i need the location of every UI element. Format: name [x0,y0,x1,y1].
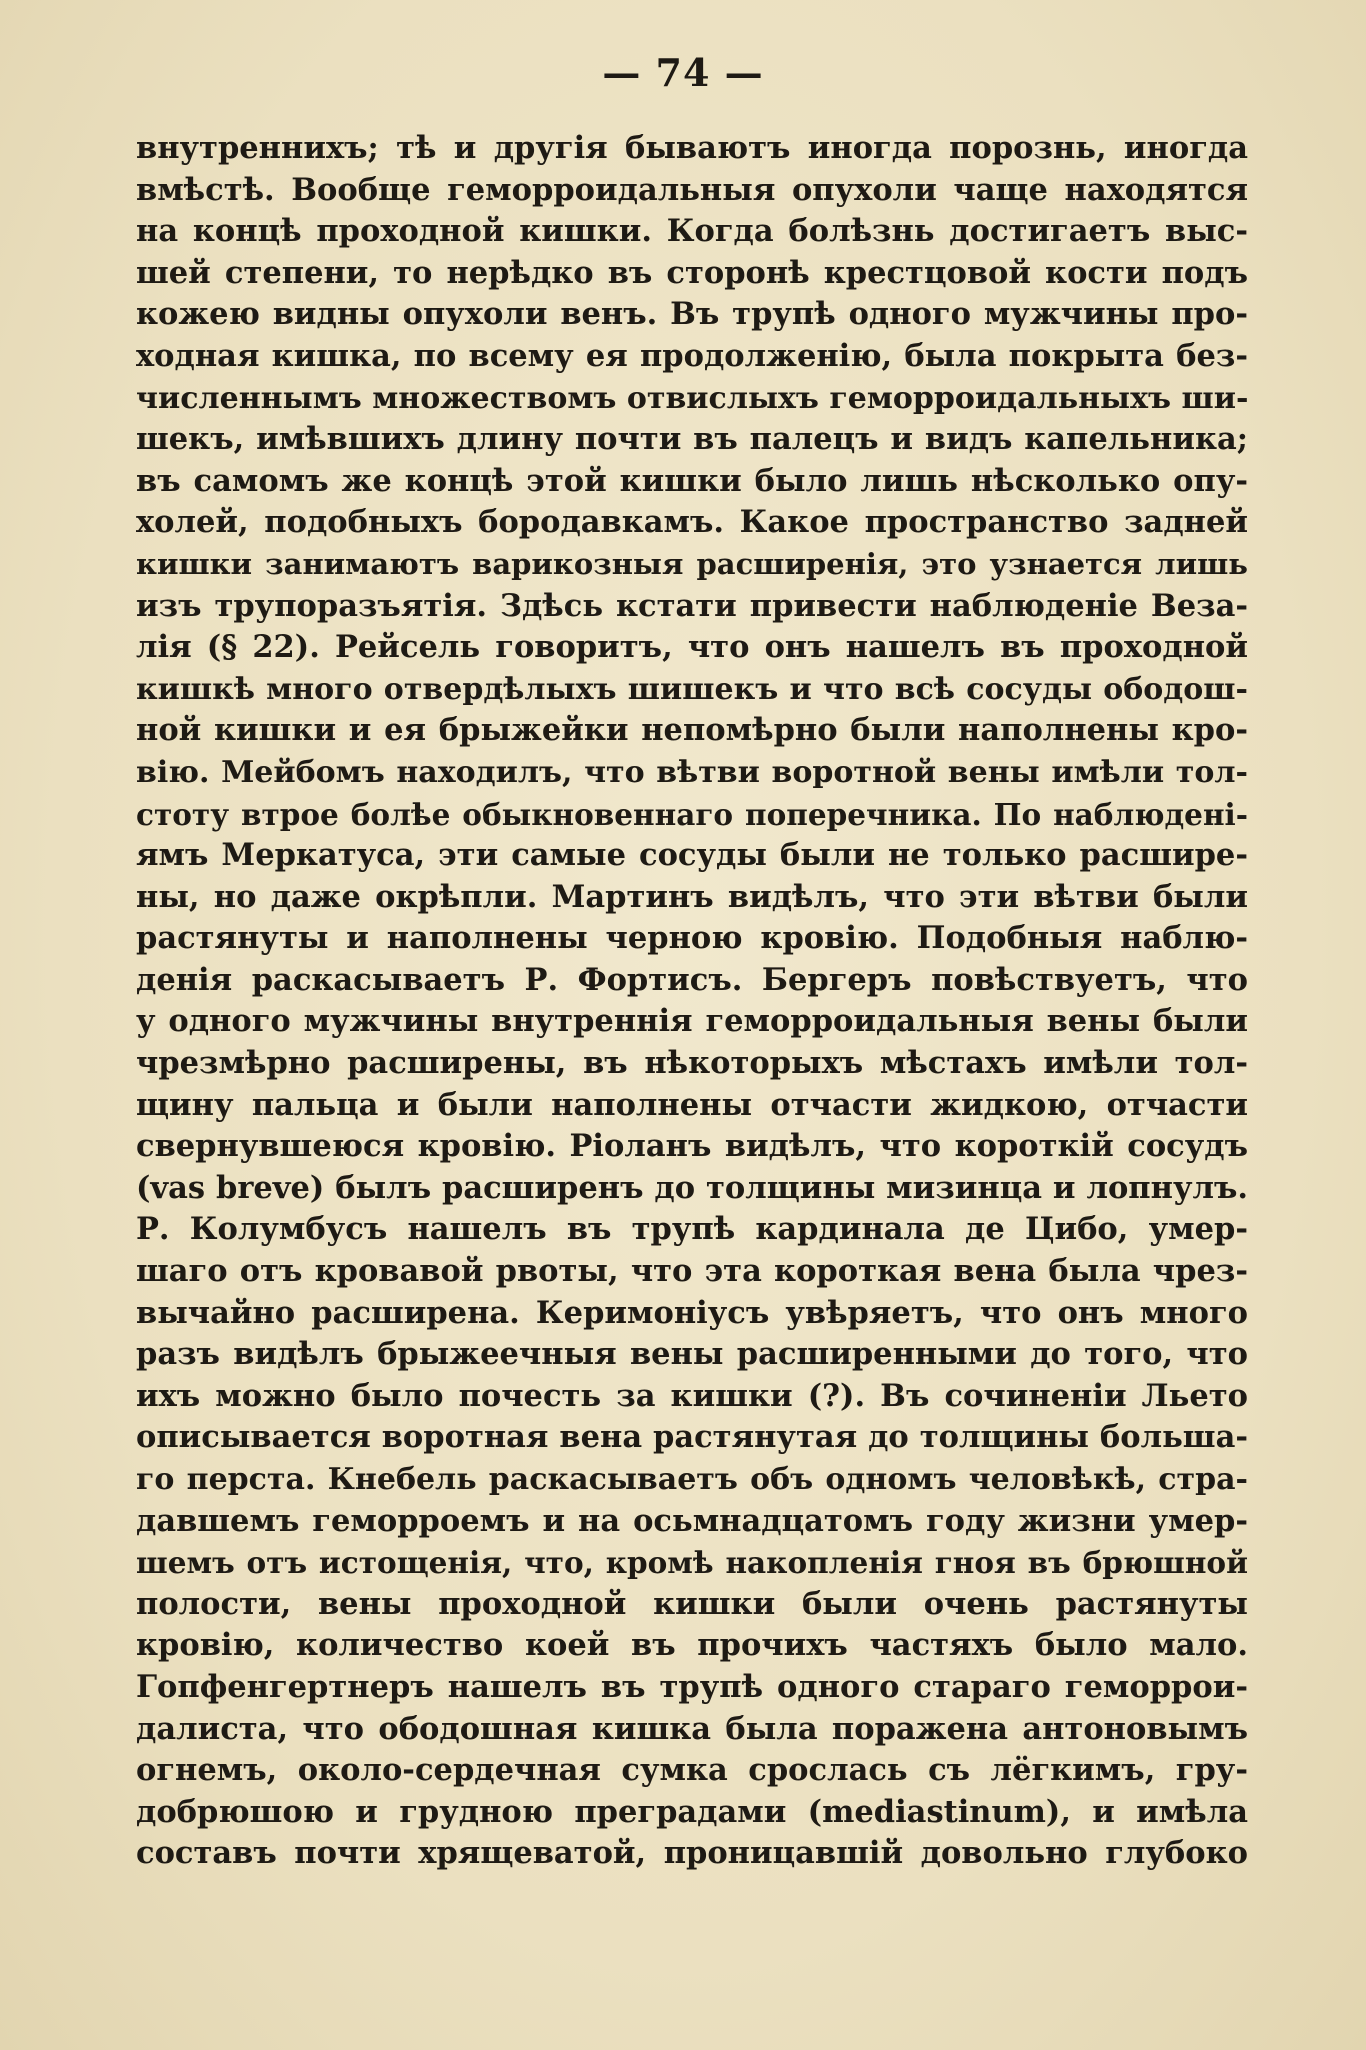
text-line: Гопфенгертнеръ нашелъ въ трупѣ одного стараго геморрои- [136,1668,1248,1705]
text-line: (vas breve) былъ расширенъ до толщины мизинца и лопнулъ. [136,1169,1248,1206]
text-line: полости, вены проходной кишки были очень растянуты [136,1585,1248,1622]
text-line: ихъ можно было почесть за кишки (?). Въ сочиненіи Льето [136,1377,1248,1414]
text-line: огнемъ, около-сердечная сумка срослась съ лёгкимъ, гру- [136,1752,1248,1789]
text-line: шекъ, имѣвшихъ длину почти въ палецъ и видъ капельника; [136,421,1248,458]
text-line: добрюшою и грудною преградами (mediastinum), и имѣла [136,1793,1248,1830]
page-number: — 74 — [602,50,764,95]
text-line: холей, подобныхъ бородавкамъ. Какое пространство задней [136,504,1248,541]
text-line: составъ почти хрящеватой, проницавшій довольно глубоко [136,1835,1248,1872]
text-line: внутреннихъ; тѣ и другія бываютъ иногда порознь, иногда [136,130,1248,166]
text-line: свернувшеюся кровію. Ріоланъ видѣлъ, что короткій сосудъ [136,1128,1248,1165]
text-line: ямъ Меркатуса, эти самые сосуды были не только расшире- [136,837,1248,874]
text-line: го перста. Кнебель раскасываетъ объ одномъ человѣкѣ, стра- [136,1462,1248,1497]
text-line: кровію, количество коей въ прочихъ частяхъ было мало. [136,1627,1248,1664]
text-line: шей степени, то нерѣдко въ сторонѣ крестцовой кости подъ [136,254,1248,291]
text-line: ны, но даже окрѣпли. Мартинъ видѣлъ, что эти вѣтви были [136,878,1248,915]
text-line: растянуты и наполнены черною кровію. Подобныя наблю- [136,920,1248,957]
text-line: стоту втрое болѣе обыкновеннаго поперечника. По наблюдені- [136,796,1248,832]
text-line: на концѣ проходной кишки. Когда болѣзнь достигаетъ выс- [136,213,1248,250]
text-line: численнымъ множествомъ отвислыхъ геморроидальныхъ ши- [136,380,1248,416]
body-text [136,128,1248,1875]
text-line: чрезмѣрно расширены, въ нѣкоторыхъ мѣстахъ имѣли тол- [136,1045,1248,1082]
text-line: у одного мужчины внутреннія геморроидальныя вены были [136,1003,1248,1040]
text-line: давшемъ геморроемъ и на осьмнадцатомъ году жизни умер- [136,1502,1248,1539]
text-line: кожею видны опухоли венъ. Въ трупѣ одного мужчины про- [136,296,1248,333]
text-line: описывается воротная вена растянутая до толщины больша- [136,1419,1248,1456]
text-line: ной кишки и ея брыжейки непомѣрно были наполнены кро- [136,712,1248,749]
text-line: шаго отъ кровавой рвоты, что эта короткая вена была чрез- [136,1253,1248,1290]
text-line: вмѣстѣ. Вообще геморроидальныя опухоли чаще находятся [136,171,1248,208]
text-line: лія (§ 22). Рейсель говоритъ, что онъ нашелъ въ проходной [136,629,1248,666]
text-line: ходная кишка, по всему ея продолженію, была покрыта без- [136,337,1248,374]
text-line: вычайно расширена. Керимоніусъ увѣряетъ, что онъ много [136,1294,1248,1331]
text-line: далиста, что ободошная кишка была поражена антоновымъ [136,1710,1248,1747]
text-line: кишкѣ много отвердѣлыхъ шишекъ и что всѣ сосуды ободош- [136,671,1248,707]
text-line: разъ видѣлъ брыжеечныя вены расширенными до того, что [136,1336,1248,1373]
text-line: изъ трупоразъятія. Здѣсь кстати привести наблюденіе Веза- [136,587,1248,624]
text-line: денія раскасываетъ Р. Фортисъ. Бергеръ повѣствуетъ, что [136,961,1248,998]
text-line: въ самомъ же концѣ этой кишки было лишь нѣсколько опу- [136,462,1248,499]
text-line: кишки занимаютъ варикозныя расширенія, это узнается лишь [136,546,1248,581]
text-line: шемъ отъ истощенія, что, кромѣ накопленія гноя въ брюшной [136,1545,1248,1581]
text-line: Р. Колумбусъ нашелъ въ трупѣ кардинала де Цибо, умер- [136,1211,1248,1248]
text-line: вію. Мейбомъ находилъ, что вѣтви воротной вены имѣли тол- [136,754,1248,790]
text-line: щину пальца и были наполнены отчасти жидкою, отчасти [136,1086,1248,1123]
